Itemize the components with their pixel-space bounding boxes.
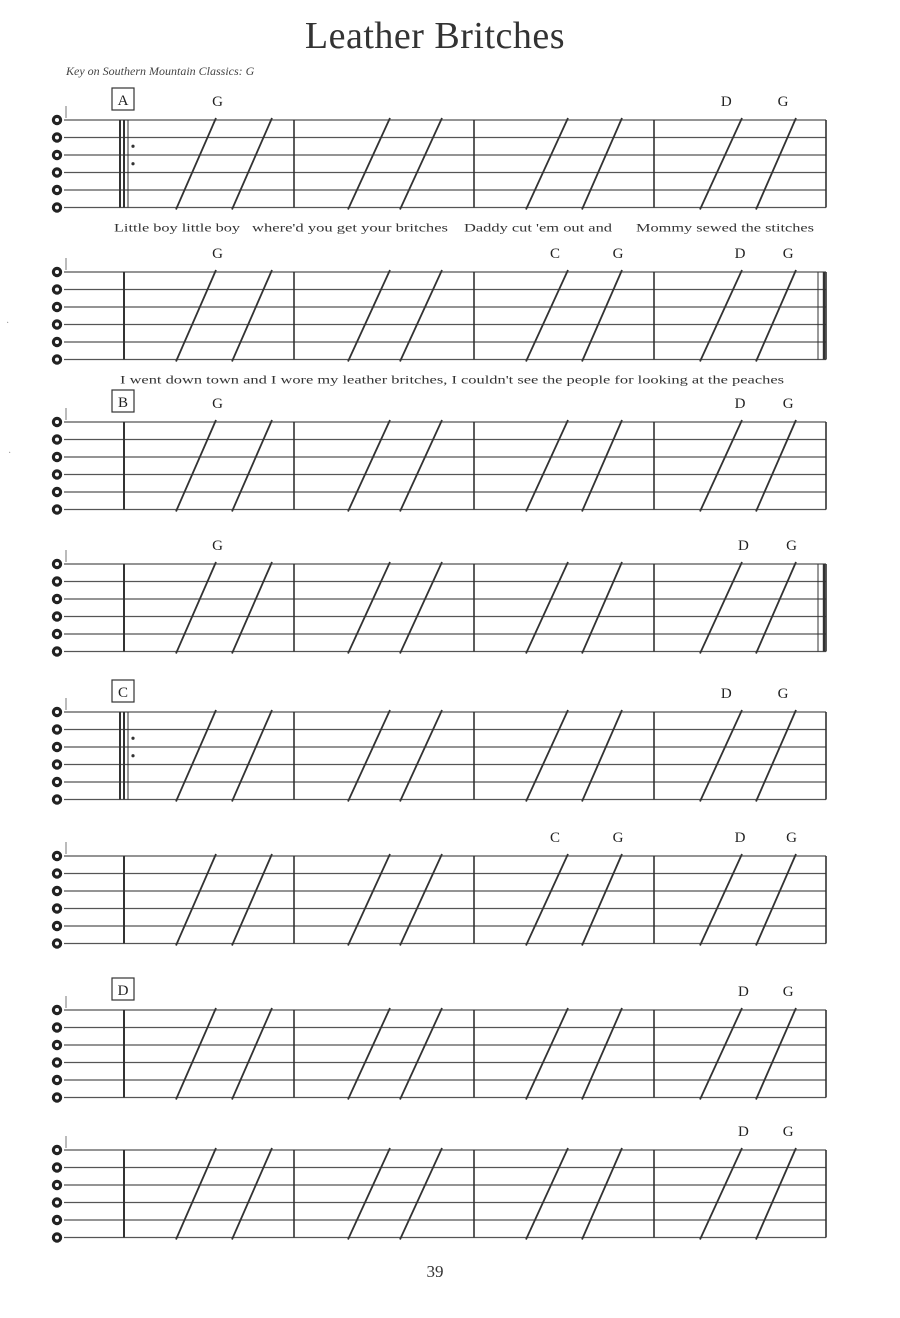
chord-label: D — [720, 94, 732, 110]
lyric-phrase: Mommy sewed the stitches — [636, 220, 815, 235]
strum-slash — [232, 420, 272, 512]
strum-slash — [348, 420, 390, 512]
chord-label: G — [612, 830, 624, 846]
string-number-dot-center — [55, 854, 59, 858]
chord-label: G — [782, 984, 794, 1000]
string-number-dot-center — [55, 473, 59, 477]
strum-slash — [348, 854, 390, 946]
chord-label: G — [782, 246, 794, 262]
string-number-dot-center — [55, 728, 59, 732]
strum-slash — [756, 710, 796, 802]
string-number-dot-center — [55, 1026, 59, 1030]
chord-label: D — [734, 246, 746, 262]
chord-label: D — [738, 984, 749, 1000]
chord-label: G — [786, 830, 798, 846]
strum-slash — [582, 710, 622, 802]
lyric-phrase: Daddy cut 'em out and — [464, 220, 612, 235]
strum-slash — [526, 1008, 568, 1100]
strum-slash — [176, 854, 216, 946]
string-number-dot-center — [55, 1148, 59, 1152]
strum-slash — [756, 1008, 796, 1100]
string-number-dot-center — [55, 798, 59, 802]
strum-slash — [526, 118, 568, 210]
strum-slash — [700, 854, 742, 946]
chord-label: C — [549, 246, 561, 262]
string-number-dot-center — [55, 632, 59, 636]
string-number-dot-center — [55, 562, 59, 566]
strum-slash — [400, 562, 442, 654]
strum-slash — [176, 118, 216, 210]
chord-label: G — [777, 686, 789, 702]
string-number-dot-center — [55, 358, 59, 362]
string-number-dot-center — [55, 710, 59, 714]
page-number: 39 — [426, 1262, 444, 1281]
strum-slash — [176, 1008, 216, 1100]
section-letter: A — [117, 93, 129, 109]
string-number-dot-center — [55, 455, 59, 459]
strum-slash — [756, 562, 796, 654]
chord-label: C — [549, 830, 561, 846]
margin-mark: · — [6, 318, 10, 329]
strum-slash — [400, 854, 442, 946]
strum-slash — [700, 270, 742, 362]
string-number-dot-center — [55, 438, 59, 442]
strum-slash — [582, 1008, 622, 1100]
string-number-dot-center — [55, 1078, 59, 1082]
repeat-dot — [131, 145, 134, 148]
strum-slash — [400, 1008, 442, 1100]
string-number-dot-center — [55, 340, 59, 344]
chord-label: G — [782, 396, 794, 412]
strum-slash — [232, 562, 272, 654]
string-number-dot-center — [55, 1096, 59, 1100]
strum-slash — [400, 1148, 442, 1240]
string-number-dot-center — [55, 907, 59, 911]
strum-slash — [232, 1008, 272, 1100]
strum-slash — [400, 420, 442, 512]
string-number-dot-center — [55, 1061, 59, 1065]
strum-slash — [582, 562, 622, 654]
lyric-phrase: where'd you get your britches — [252, 220, 449, 235]
string-number-dot-center — [55, 1236, 59, 1240]
strum-slash — [232, 1148, 272, 1240]
string-number-dot-center — [55, 889, 59, 893]
string-number-dot-center — [55, 420, 59, 424]
string-number-dot-center — [55, 171, 59, 175]
chord-label: D — [738, 1124, 749, 1140]
string-number-dot-center — [55, 270, 59, 274]
strum-slash — [348, 562, 390, 654]
string-number-dot-center — [55, 188, 59, 192]
string-number-dot-center — [55, 942, 59, 946]
string-number-dot-center — [55, 323, 59, 327]
string-number-dot-center — [55, 1043, 59, 1047]
string-number-dot-center — [55, 745, 59, 749]
chord-label: G — [612, 246, 624, 262]
string-number-dot-center — [55, 136, 59, 140]
strum-slash — [700, 710, 742, 802]
strum-slash — [582, 270, 622, 362]
string-number-dot-center — [55, 872, 59, 876]
strum-slash — [176, 562, 216, 654]
chord-label: G — [777, 94, 789, 110]
strum-slash — [400, 710, 442, 802]
chord-label: D — [734, 830, 746, 846]
strum-slash — [176, 710, 216, 802]
string-number-dot-center — [55, 206, 59, 210]
strum-slash — [232, 270, 272, 362]
strum-slash — [526, 270, 568, 362]
string-number-dot-center — [55, 1201, 59, 1205]
strum-slash — [526, 562, 568, 654]
strum-slash — [348, 710, 390, 802]
strum-slash — [700, 1148, 742, 1240]
string-number-dot-center — [55, 153, 59, 157]
chord-label: G — [212, 246, 223, 262]
page-title: Leather Britches — [304, 15, 566, 57]
lyric-line: I went down town and I wore my leather britches, I couldn't see the people for looking at the peaches — [120, 372, 785, 387]
strum-slash — [348, 1148, 390, 1240]
string-number-dot-center — [55, 490, 59, 494]
string-number-dot-center — [55, 597, 59, 601]
strum-slash — [526, 420, 568, 512]
margin-mark: · — [8, 448, 12, 459]
strum-slash — [348, 270, 390, 362]
string-number-dot-center — [55, 1183, 59, 1187]
strum-slash — [526, 854, 568, 946]
section-letter: C — [117, 685, 129, 701]
string-number-dot-center — [55, 763, 59, 767]
chord-label: G — [212, 538, 223, 554]
strum-slash — [348, 1008, 390, 1100]
string-number-dot-center — [55, 1008, 59, 1012]
strum-slash — [232, 118, 272, 210]
strum-slash — [582, 854, 622, 946]
strum-slash — [700, 118, 742, 210]
strum-slash — [400, 118, 442, 210]
strum-slash — [582, 420, 622, 512]
key-note: Key on Southern Mountain Classics: G — [66, 64, 255, 78]
strum-slash — [582, 1148, 622, 1240]
strum-slash — [756, 270, 796, 362]
strum-slash — [526, 710, 568, 802]
strum-slash — [526, 1148, 568, 1240]
strum-slash — [232, 854, 272, 946]
strum-slash — [756, 854, 796, 946]
string-number-dot-center — [55, 650, 59, 654]
strum-slash — [700, 1008, 742, 1100]
chord-label: G — [212, 396, 223, 412]
section-letter: D — [117, 983, 129, 999]
chord-label: D — [720, 686, 732, 702]
chord-label: G — [786, 538, 798, 554]
chord-label: G — [782, 1124, 794, 1140]
strum-slash — [176, 270, 216, 362]
strum-slash — [348, 118, 390, 210]
repeat-dot — [131, 754, 134, 757]
strum-slash — [400, 270, 442, 362]
string-number-dot-center — [55, 615, 59, 619]
strum-slash — [756, 118, 796, 210]
string-number-dot-center — [55, 508, 59, 512]
chord-label: D — [738, 538, 749, 554]
strum-slash — [232, 710, 272, 802]
strum-slash — [582, 118, 622, 210]
section-letter: B — [117, 395, 129, 411]
strum-slash — [700, 562, 742, 654]
string-number-dot-center — [55, 288, 59, 292]
string-number-dot-center — [55, 924, 59, 928]
lyric-phrase: Little boy little boy — [114, 220, 240, 235]
chord-label: G — [212, 94, 223, 110]
strum-slash — [176, 420, 216, 512]
repeat-dot — [131, 162, 134, 165]
string-number-dot-center — [55, 580, 59, 584]
chord-label: D — [734, 396, 746, 412]
strum-slash — [756, 1148, 796, 1240]
strum-slash — [176, 1148, 216, 1240]
string-number-dot-center — [55, 780, 59, 784]
strum-slash — [756, 420, 796, 512]
repeat-dot — [131, 737, 134, 740]
string-number-dot-center — [55, 118, 59, 122]
strum-slash — [700, 420, 742, 512]
string-number-dot-center — [55, 1166, 59, 1170]
string-number-dot-center — [55, 1218, 59, 1222]
string-number-dot-center — [55, 305, 59, 309]
